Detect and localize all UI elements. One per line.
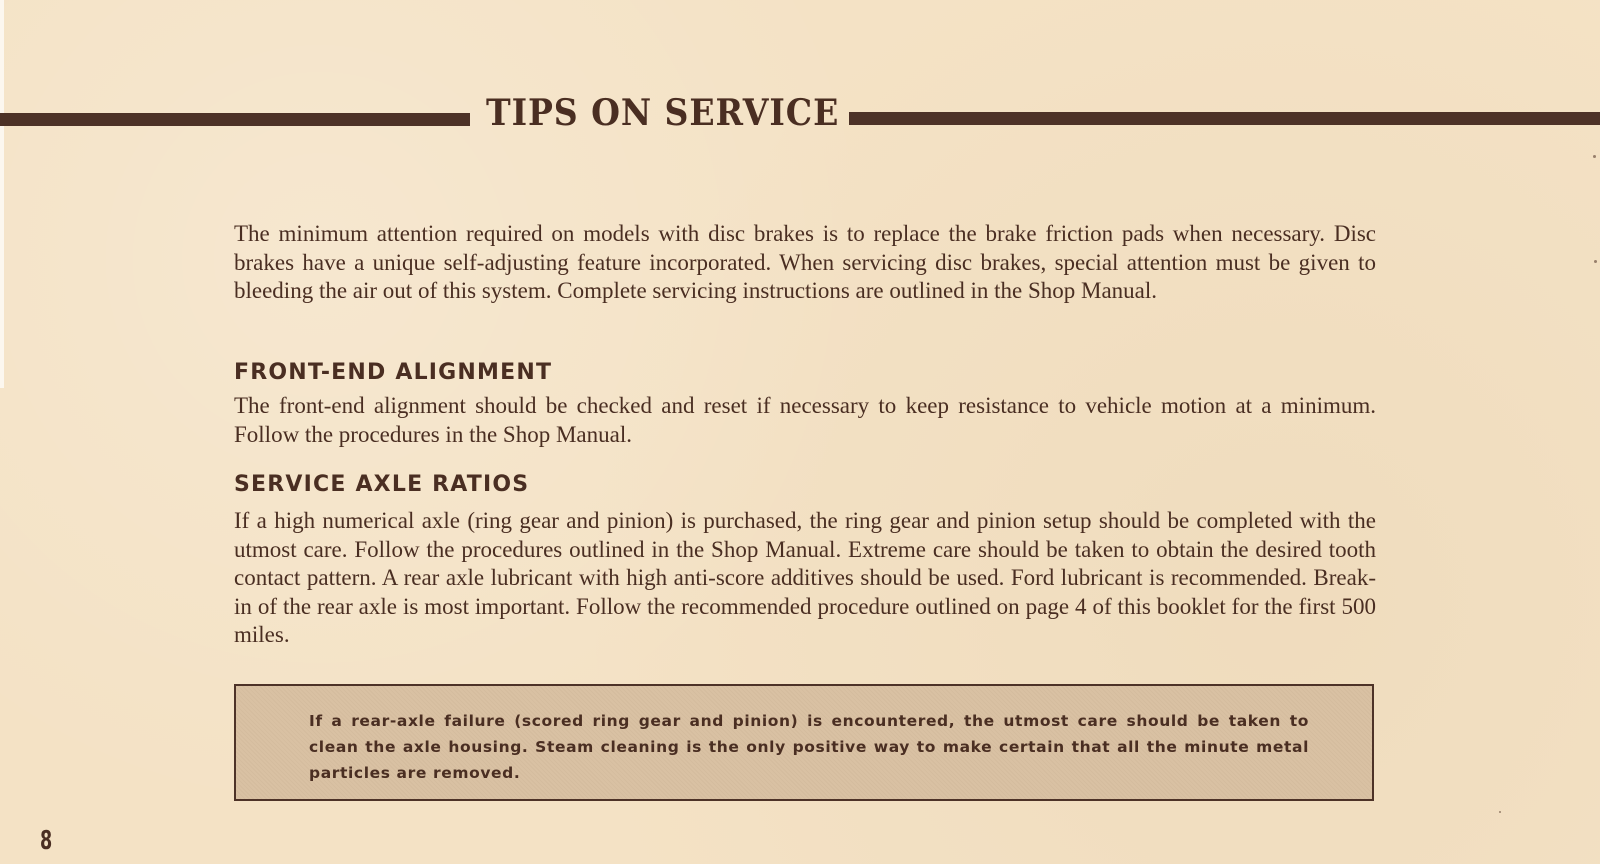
- note-box: [234, 684, 1374, 801]
- paper-speck: [1593, 155, 1596, 158]
- section-heading-service-axle-ratios: SERVICE AXLE RATIOS: [234, 472, 530, 497]
- page-number: 8: [40, 826, 53, 856]
- note-text: If a rear-axle failure (scored ring gear and pinion) is encountered, the utmost care should be taken to clean the axle housing. Steam cleaning is the only positive way to make certain that all the minute metal particles are removed.: [309, 712, 1309, 782]
- page-title: TIPS ON SERVICE: [486, 92, 840, 134]
- intro-paragraph: The minimum attention required on models with disc brakes is to replace the brake friction pads when necessary. Disc brakes have a unique self-adjusting feature incorporated. When servicing disc brakes, special attention must be given to bleeding the air out of this system. Complete servicing instructions are outlined in the Shop Manual.: [234, 221, 1376, 303]
- scan-edge: [0, 0, 4, 388]
- section-paragraph-front-end-alignment: The front-end alignment should be checked and reset if necessary to keep resistance to vehicle motion at a minimum. Follow the procedures in the Shop Manual.: [234, 393, 1376, 447]
- section-heading-front-end-alignment: FRONT-END ALIGNMENT: [234, 360, 553, 385]
- section-paragraph-service-axle-ratios: If a high numerical axle (ring gear and pinion) is purchased, the ring gear and pinion setup should be completed with the utmost care. Follow the procedures outlined in the Shop Manual. Extreme care should be taken to obtain the desired tooth contact pattern. A rear axle lubricant with high anti-score additives should be used. Ford lubricant is recommended. Break-in of the rear axle is most important. Follow the recommended procedure outlined on page 4 of this booklet for the first 500 miles.: [234, 508, 1376, 647]
- header-rule-left: [0, 113, 470, 126]
- header-rule-right: [849, 112, 1600, 125]
- paper-speck: [1594, 260, 1597, 263]
- paper-speck: [1499, 811, 1501, 813]
